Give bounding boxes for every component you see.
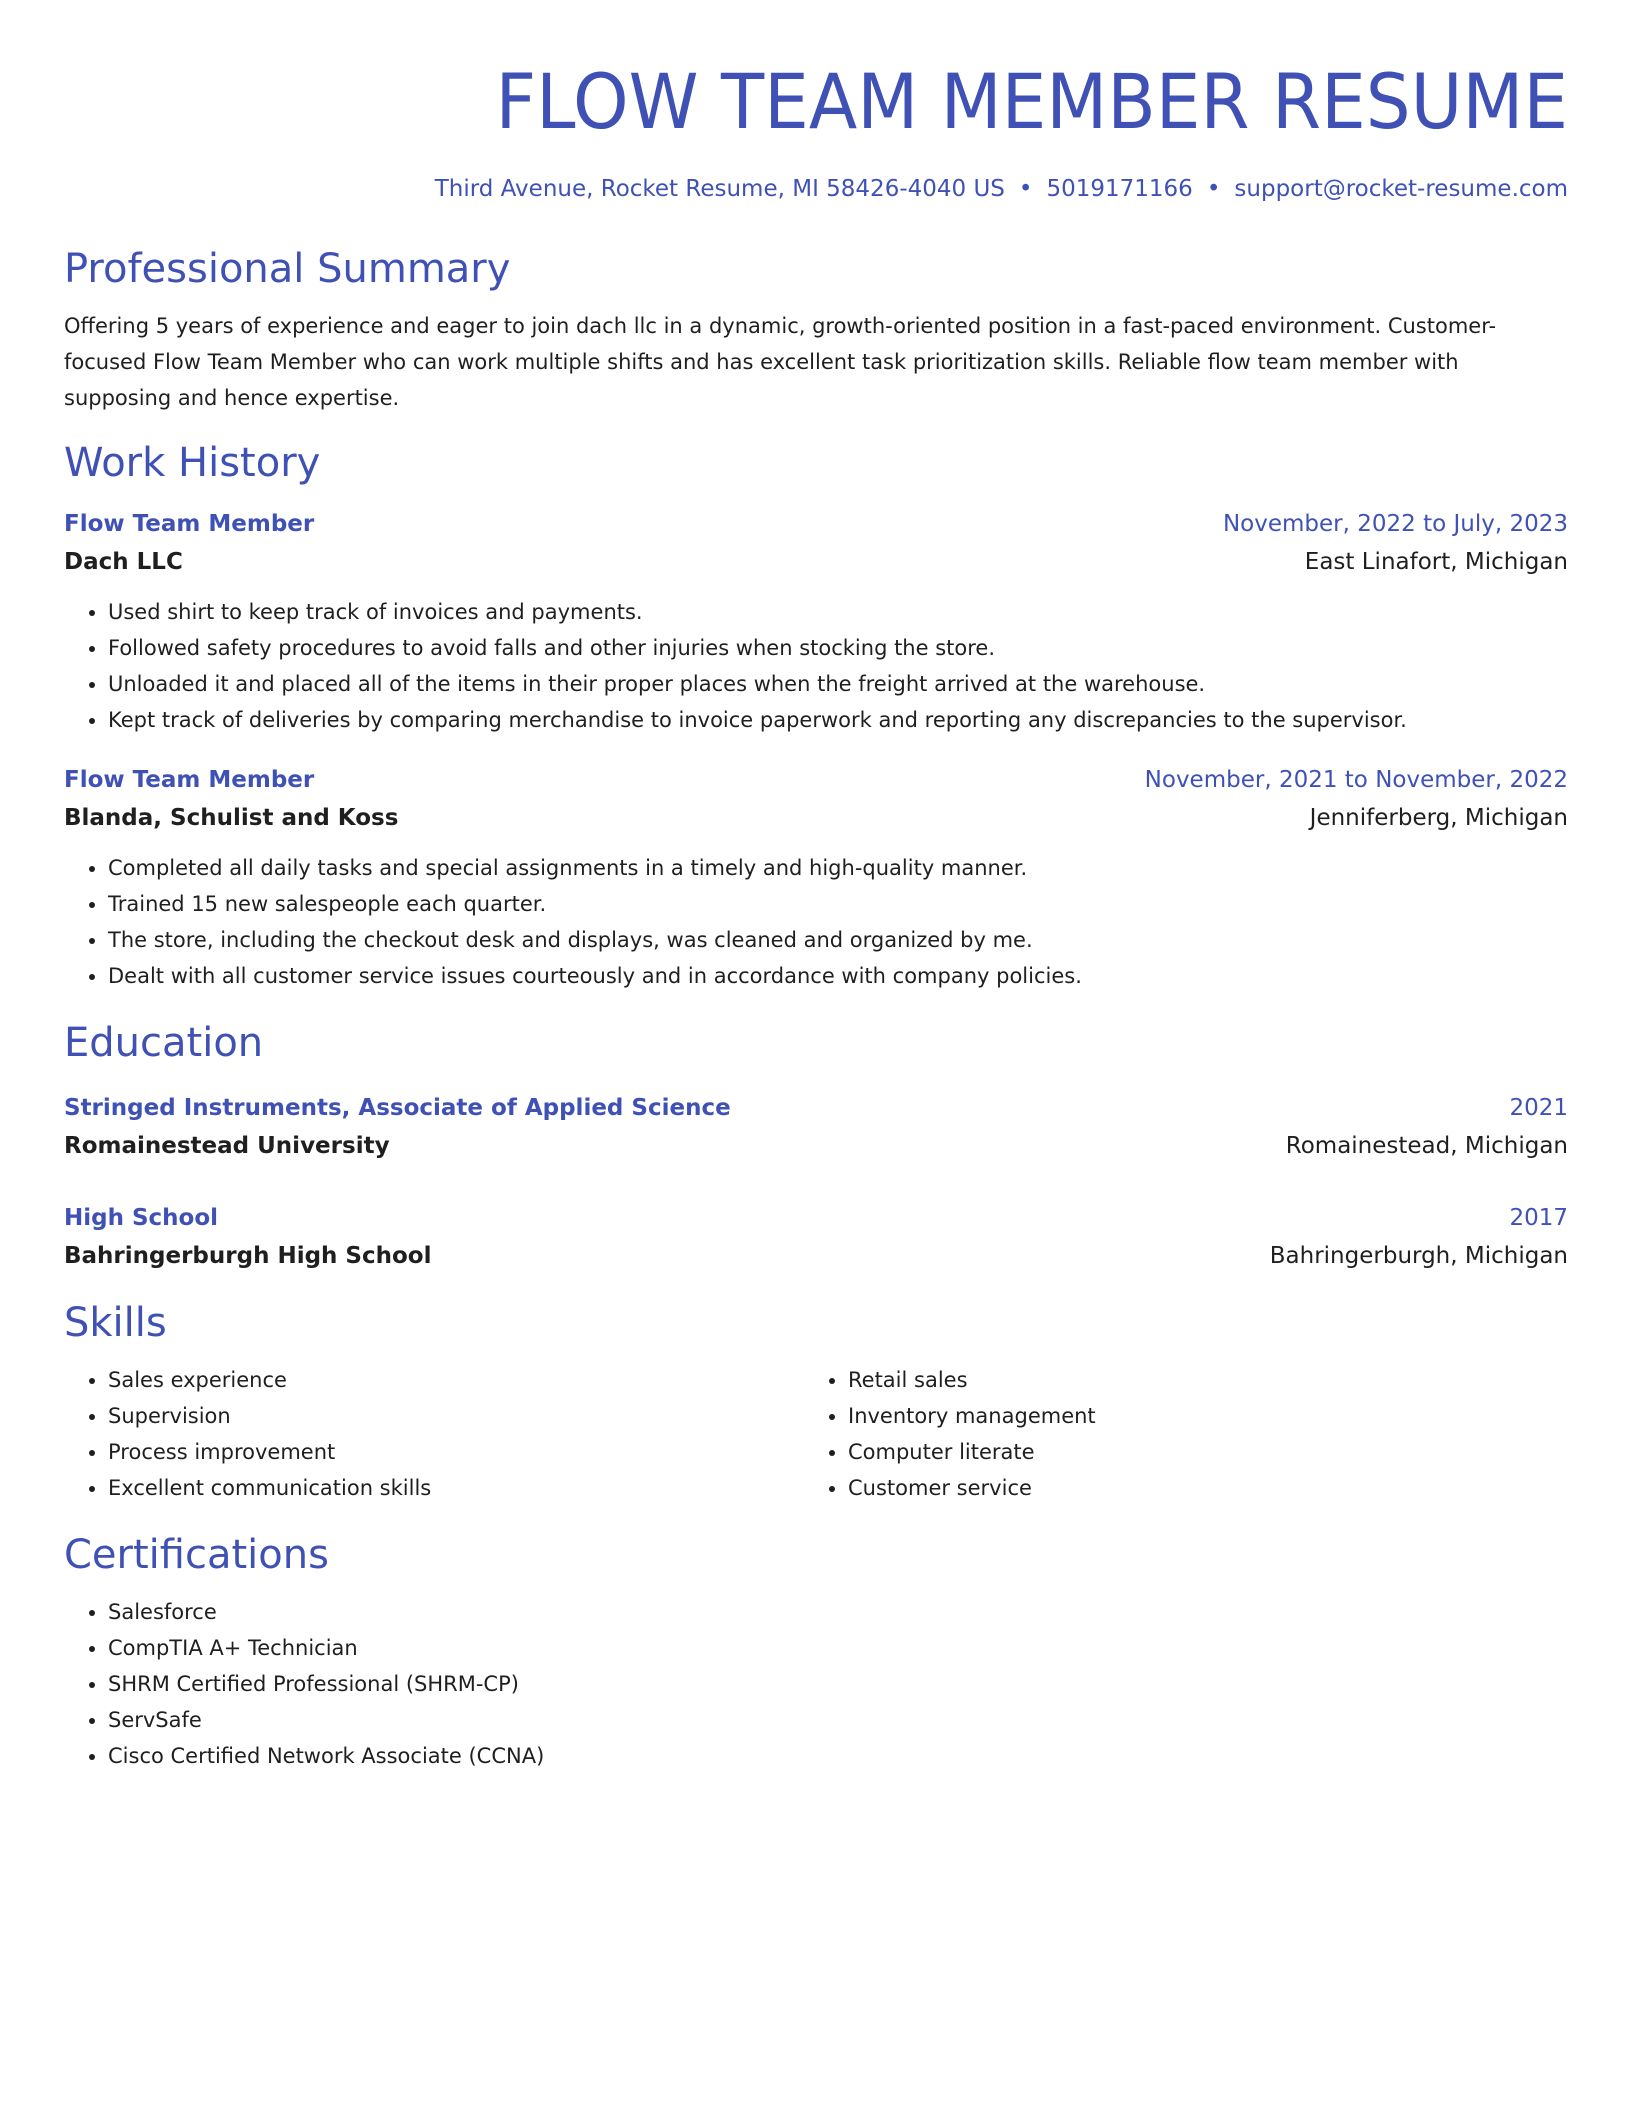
education-school-row bbox=[64, 1126, 1568, 1166]
summary-section bbox=[64, 244, 1568, 416]
job-dates: November, 2021 to November, 2022 bbox=[1144, 767, 1568, 793]
resume-header bbox=[64, 0, 1568, 204]
job-bullet: • The store, including the checkout desk and displays, was cleaned and organized by me. bbox=[108, 922, 1568, 958]
education-entry bbox=[64, 1200, 1568, 1276]
skill-item: • Retail sales bbox=[848, 1362, 1544, 1398]
education-year: 2017 bbox=[1509, 1205, 1568, 1231]
skill-item: • Excellent communication skills bbox=[108, 1470, 804, 1506]
job-location: Jenniferberg, Michigan bbox=[1309, 805, 1568, 831]
job-bullet: • Unloaded it and placed all of the items in their proper places when the freight arrived at the warehouse. bbox=[108, 666, 1568, 702]
skill-item: • Supervision bbox=[108, 1398, 804, 1434]
summary-text: Offering 5 years of experience and eager to join dach llc in a dynamic, growth-oriented position in a fast-paced environment. Customer-focused Flow Team Member who can work multiple shifts and has excellent task prioritization skills. Reliable flow team member with supposing and hence expertise. bbox=[64, 314, 1497, 410]
job-bullets bbox=[64, 850, 1568, 994]
job-bullet: • Kept track of deliveries by comparing merchandise to invoice paperwork and reporting any discrepancies to the supervisor. bbox=[108, 702, 1568, 738]
education-header-row bbox=[64, 1200, 1568, 1236]
education-header-row bbox=[64, 1090, 1568, 1126]
contact-phone: 5019171166 bbox=[1046, 176, 1193, 202]
certification-item: • Salesforce bbox=[108, 1594, 1568, 1630]
resume-title: FLOW TEAM MEMBER RESUME bbox=[495, 57, 1568, 146]
job-entry bbox=[64, 762, 1568, 994]
section-title-education: Education bbox=[64, 1020, 264, 1066]
education-school: Romainestead University bbox=[64, 1133, 390, 1159]
contact-separator: • bbox=[1018, 176, 1033, 202]
work-history-section bbox=[64, 438, 1568, 994]
job-position: Flow Team Member bbox=[64, 767, 315, 793]
skills-column-left bbox=[64, 1362, 804, 1506]
skills-list-left bbox=[64, 1362, 804, 1506]
education-school: Bahringerburgh High School bbox=[64, 1243, 432, 1269]
education-entry bbox=[64, 1090, 1568, 1166]
job-header-row bbox=[64, 762, 1568, 798]
contact-separator: • bbox=[1206, 176, 1221, 202]
certifications-list bbox=[64, 1594, 1568, 1774]
education-location: Romainestead, Michigan bbox=[1285, 1133, 1568, 1159]
skills-section bbox=[64, 1298, 1568, 1506]
skills-list-right bbox=[804, 1362, 1544, 1506]
job-bullet: • Used shirt to keep track of invoices and payments. bbox=[108, 594, 1568, 630]
job-entry bbox=[64, 506, 1568, 738]
certification-item: • Cisco Certified Network Associate (CCNA) bbox=[108, 1738, 1568, 1774]
job-header-row bbox=[64, 506, 1568, 542]
contact-address: Third Avenue, Rocket Resume, MI 58426-4040 US bbox=[434, 176, 1005, 202]
job-bullet: • Completed all daily tasks and special assignments in a timely and high-quality manner. bbox=[108, 850, 1568, 886]
certification-item: • ServSafe bbox=[108, 1702, 1568, 1738]
skill-item: • Customer service bbox=[848, 1470, 1544, 1506]
section-title-summary: Professional Summary bbox=[64, 246, 511, 292]
certifications-section bbox=[64, 1530, 1568, 1774]
job-bullet: • Trained 15 new salespeople each quarter. bbox=[108, 886, 1568, 922]
section-title-certifications: Certifications bbox=[64, 1532, 329, 1578]
education-year: 2021 bbox=[1509, 1095, 1568, 1121]
education-degree: High School bbox=[64, 1205, 219, 1231]
education-school-row bbox=[64, 1236, 1568, 1276]
contact-line bbox=[64, 174, 1568, 204]
skill-item: • Computer literate bbox=[848, 1434, 1544, 1470]
skill-item: • Inventory management bbox=[848, 1398, 1544, 1434]
job-dates: November, 2022 to July, 2023 bbox=[1222, 511, 1568, 537]
job-company: Blanda, Schulist and Koss bbox=[64, 805, 399, 831]
job-position: Flow Team Member bbox=[64, 511, 315, 537]
education-section bbox=[64, 1018, 1568, 1276]
skills-columns bbox=[64, 1362, 1568, 1506]
education-degree: Stringed Instruments, Associate of Applied Science bbox=[64, 1095, 731, 1121]
job-location: East Linafort, Michigan bbox=[1304, 549, 1568, 575]
section-title-skills: Skills bbox=[64, 1300, 167, 1346]
section-title-work-history: Work History bbox=[64, 440, 321, 486]
certification-item: • SHRM Certified Professional (SHRM-CP) bbox=[108, 1666, 1568, 1702]
job-company: Dach LLC bbox=[64, 549, 183, 575]
job-bullet: • Followed safety procedures to avoid falls and other injuries when stocking the store. bbox=[108, 630, 1568, 666]
education-location: Bahringerburgh, Michigan bbox=[1269, 1243, 1568, 1269]
job-company-row bbox=[64, 798, 1568, 838]
job-bullets bbox=[64, 594, 1568, 738]
job-bullet: • Dealt with all customer service issues courteously and in accordance with company policies. bbox=[108, 958, 1568, 994]
skills-column-right bbox=[804, 1362, 1544, 1506]
contact-email: support@rocket-resume.com bbox=[1234, 176, 1568, 202]
resume-page bbox=[64, 0, 1568, 1774]
skill-item: • Process improvement bbox=[108, 1434, 804, 1470]
certification-item: • CompTIA A+ Technician bbox=[108, 1630, 1568, 1666]
job-company-row bbox=[64, 542, 1568, 582]
skill-item: • Sales experience bbox=[108, 1362, 804, 1398]
